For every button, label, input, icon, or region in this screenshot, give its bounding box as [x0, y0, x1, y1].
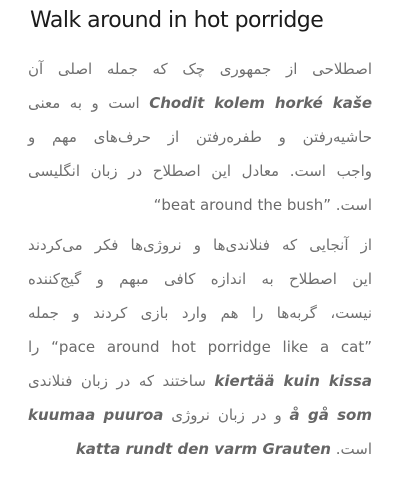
text-line: [28, 364, 372, 398]
text-line: [28, 86, 372, 120]
text-line: [154, 188, 372, 222]
text-line: واجب است. معادل این اصطلاح در زبان انگلیسی: [28, 162, 372, 180]
norwegian-phrase-start: kuumaa puuroa: [28, 406, 164, 424]
text-line: اصطلاحی از جمهوری چک که جمله اصلی آن: [28, 60, 372, 78]
text-line: این اصطلاح به اندازه کافی مبهم و گیج‌کننده: [28, 270, 372, 288]
text-fragment: است.: [335, 196, 372, 214]
norwegian-phrase-end: å gå som: [289, 406, 372, 424]
text-fragment: و در زبان نروژی: [171, 406, 282, 424]
text-fragment: را: [28, 338, 40, 356]
text-fragment: است و به معنی: [28, 94, 140, 112]
text-line: [28, 330, 372, 364]
article-title: Walk around in hot porridge: [30, 8, 324, 33]
czech-phrase: Chodit kolem horké kaše: [149, 94, 372, 112]
english-phrase: “beat around the bush”: [153, 196, 331, 214]
text-line: [76, 432, 372, 466]
text-fragment: ساختند که در زبان فنلاندی: [28, 372, 206, 390]
text-line: از آنجایی که فنلاندی‌ها و نروژی‌ها فکر می‌کردند: [28, 236, 372, 254]
text-line: حاشیه‌رفتن و طفره‌رفتن از حرف‌های مهم و: [28, 128, 372, 146]
text-line: نیست، گربه‌ها را هم وارد بازی کردند و جمله: [28, 304, 372, 322]
swedish-phrase: katta rundt den varm Grauten: [75, 440, 331, 458]
text-fragment: است.: [335, 440, 372, 458]
english-phrase: “pace around hot porridge like a cat”: [51, 338, 372, 356]
finnish-phrase: kiertää kuin kissa: [214, 372, 372, 390]
text-line: [28, 398, 372, 432]
